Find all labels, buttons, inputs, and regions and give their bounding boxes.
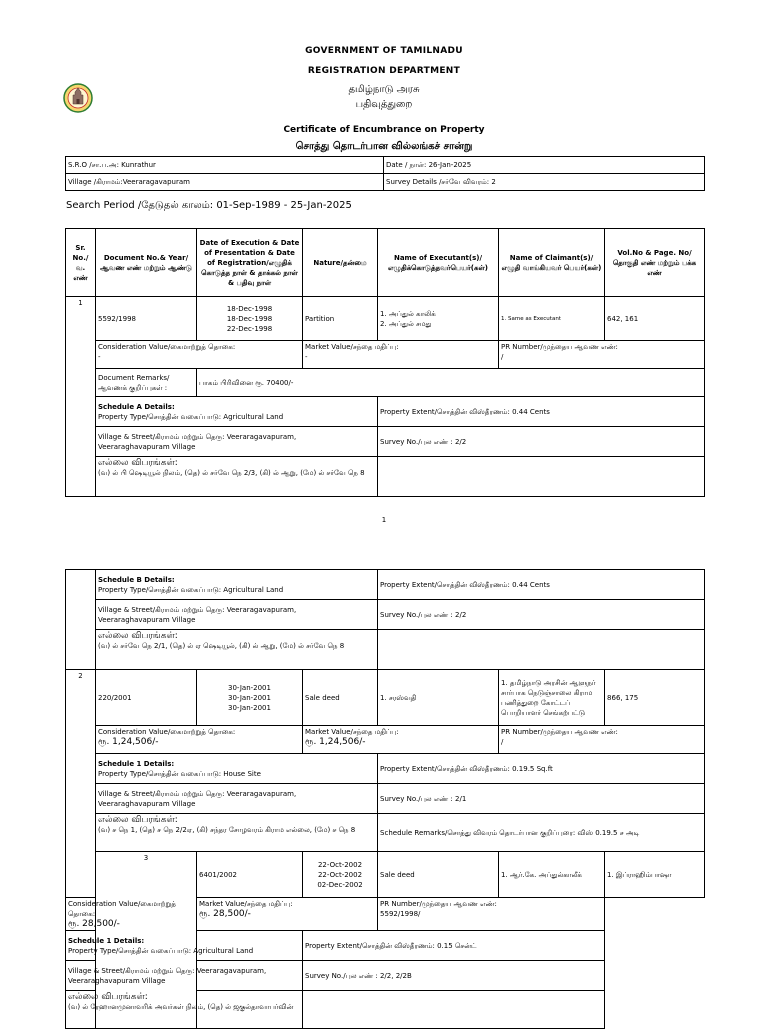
pr-cell	[499, 341, 705, 369]
boundary-title: எல்லை விபரங்கள்:	[98, 458, 178, 468]
col-header-sr: Sr. No./வ. எண்	[66, 229, 96, 297]
col-header-nature: Nature/தன்மை	[303, 229, 378, 297]
consideration-label: Consideration Value/கைமாற்றுத் தொகை:	[98, 343, 236, 351]
col-header-claimant: Name of Claimant(s)/ எழுதி வாங்கியவர் பெயர்(கள்)	[499, 229, 605, 297]
consideration-cell	[96, 341, 303, 369]
entry-nature: Sale deed	[378, 852, 499, 898]
survey-number: Survey No./புல எண் : 2/2	[378, 600, 705, 630]
entry-nature: Sale deed	[303, 670, 378, 726]
market-value: ரூ. 28,500/-	[199, 909, 251, 919]
entry-sr-continued	[66, 570, 96, 670]
schedule-1-header	[96, 754, 378, 784]
entry-claimant: 1. தமிழ்நாடு அரசின் ஆளுநர் சார்பாக நெடுஞ்சாலை கிராம பணித்துறை கோட்டப் பொறியாளர் செங்கற்பட்டு	[499, 670, 605, 726]
pr-value: /	[501, 738, 504, 746]
schedule-a-header	[96, 397, 378, 427]
execution-date: 18-Dec-1998	[226, 304, 273, 313]
village-street-line1: Village & Street/கிராமம் மற்றும் தெரு: Veeraragavapuram,	[98, 789, 297, 798]
pr-label: PR Number/முந்தைய ஆவண எண்:	[501, 343, 618, 351]
registration-date: 30-Jan-2001	[228, 703, 271, 712]
encumbrance-table-page1	[65, 228, 705, 497]
market-label: Market Value/சந்தை மதிப்பு:	[199, 900, 293, 908]
entry-executant	[378, 297, 499, 341]
entry-document: 220/2001	[96, 670, 197, 726]
village-street-line1: Village & Street/கிராமம் மற்றும் தெரு: Veeraragavapuram,	[98, 432, 297, 441]
pr-label: PR Number/முந்தைய ஆவண எண்:	[380, 900, 497, 908]
entry-claimant: 1. இப்ராஹிம்பாஷா	[605, 852, 705, 898]
village-street-line1: Village & Street/கிராமம் மற்றும் தெரு: Veeraragavapuram,	[68, 966, 267, 975]
market-cell	[303, 726, 499, 754]
market-cell	[303, 341, 499, 369]
boundary-title: எல்லை விபரங்கள்:	[98, 631, 178, 641]
village-street-line2: Veeraraghavapuram Village	[98, 442, 196, 451]
property-type: Property Type/சொத்தின் வகைப்பாடு: Agricultural Land	[68, 946, 254, 955]
entry-executant: 1. ஆர்.கே. அப்துல்காலீக்	[499, 852, 605, 898]
certificate-title-tamil: சொத்து தொடர்பான வில்லங்கச் சான்று	[295, 141, 473, 152]
registration-date: 22-Dec-1998	[226, 324, 273, 333]
village-street	[66, 961, 303, 991]
entry-volume: 866, 175	[605, 670, 705, 726]
date-cell: Date / நாள்: 26-Jan-2025	[384, 157, 705, 174]
village-street	[96, 427, 378, 457]
entry-document: 5592/1998	[96, 297, 197, 341]
info-table	[65, 156, 705, 191]
sro-cell: S.R.O /சா.ப.அ: Kunrathur	[66, 157, 384, 174]
department-title-tamil: பதிவுத்துறை	[355, 99, 413, 110]
schedule-a-title: Schedule A Details:	[98, 402, 175, 411]
market-value: ரூ. 1,24,506/-	[305, 737, 366, 747]
survey-number: Survey No./புல எண் : 2/1	[378, 784, 705, 814]
executant-name: 1. அப்துல் காலிக்	[380, 309, 436, 318]
market-cell	[197, 898, 378, 931]
village-street-line2: Veeraraghavapuram Village	[68, 976, 166, 985]
entry-sr: 3	[96, 852, 197, 1029]
boundary-cell	[66, 991, 303, 1029]
execution-date: 22-Oct-2002	[317, 860, 363, 869]
consideration-cell	[66, 898, 197, 931]
consideration-value: -	[98, 353, 101, 361]
entry-volume: 642, 161	[605, 297, 705, 341]
property-extent: Property Extent/சொத்தின் விஸ்தீரணம்: 0.15 சென்ட்	[303, 931, 605, 961]
schedule-b-header	[96, 570, 378, 600]
consideration-label: Consideration Value/கைமாற்றுத் தொகை:	[68, 900, 176, 918]
entry-dates	[197, 670, 303, 726]
property-extent: Property Extent/சொத்தின் விஸ்தீரணம்: 0.44 Cents	[378, 570, 705, 600]
department-title: REGISTRATION DEPARTMENT	[307, 66, 461, 76]
pr-value: 5592/1998/	[380, 910, 421, 918]
boundary-cell	[96, 630, 378, 670]
entry-dates	[303, 852, 378, 898]
pr-cell	[378, 898, 605, 931]
property-type: Property Type/சொத்தின் வகைப்பாடு: Agricultural Land	[98, 412, 284, 421]
government-title: GOVERNMENT OF TAMILNADU	[305, 46, 463, 56]
village-street-line2: Veeraraghavapuram Village	[98, 615, 196, 624]
page-number: 1	[381, 516, 387, 524]
consideration-value: ரூ. 28,500/-	[68, 919, 120, 929]
execution-date: 30-Jan-2001	[228, 683, 271, 692]
entry-dates	[197, 297, 303, 341]
pr-label: PR Number/முந்தைய ஆவண எண்:	[501, 728, 618, 736]
search-period: Search Period /தேடுதல் காலம்: 01-Sep-1989 - 25-Jan-2025	[66, 200, 352, 211]
survey-cell: Survey Details /சர்வே விவரம்: 2	[384, 174, 705, 191]
market-value: -	[305, 353, 308, 361]
schedule-1-header	[66, 931, 303, 961]
consideration-cell	[96, 726, 303, 754]
property-type: Property Type/சொத்தின் வகைப்பாடு: House Site	[98, 769, 261, 778]
schedule-remarks: Schedule Remarks/சொத்து விவரம் தொடர்பான குறிப்புரை: விஸ் 0.19.5 ச அடி	[378, 814, 705, 852]
presentation-date: 22-Oct-2002	[317, 870, 363, 879]
boundary-details: (வ) ல் சர்வே நெ 2/1, (தெ) ல் ஏ ஷெடியூல், (கி) ல் ஆறு, (மே) ல் சர்வே நெ 8	[98, 642, 345, 650]
pr-cell	[499, 726, 705, 754]
boundary-cell	[96, 457, 378, 497]
certificate-title: Certificate of Encumbrance on Property	[283, 125, 485, 135]
schedule-1-title: Schedule 1 Details:	[68, 936, 145, 945]
village-street-line1: Village & Street/கிராமம் மற்றும் தெரு: Veeraragavapuram,	[98, 605, 297, 614]
market-label: Market Value/சந்தை மதிப்பு:	[305, 728, 399, 736]
entry-executant: 1. சரஸ்வதி	[378, 670, 499, 726]
boundary-title: எல்லை விபரங்கள்:	[68, 992, 148, 1002]
survey-number: Survey No./புல எண் : 2/2, 2/2B	[303, 961, 605, 991]
presentation-date: 18-Dec-1998	[226, 314, 273, 323]
consideration-value: ரூ. 1,24,506/-	[98, 737, 159, 747]
empty-cell	[378, 457, 705, 497]
consideration-label: Consideration Value/கைமாற்றுத் தொகை:	[98, 728, 236, 736]
boundary-details: (வ) ல் ரேஹானமுனாவரிக் அவர்கள் நிலம், (தெ) ல் ஜகுல்தாவாபர்வின்	[68, 1003, 294, 1011]
entry-document: 6401/2002	[197, 852, 303, 898]
entry-sr: 1	[66, 297, 96, 497]
property-extent: Property Extent/சொத்தின் விஸ்தீரணம்: 0.44 Cents	[378, 397, 705, 427]
col-header-dates: Date of Execution & Date of Presentation & Date of Registration/எழுதிக் கொடுத்த நாள் & தாக்கல் நாள் & பதிவு நாள்	[197, 229, 303, 297]
col-header-executant: Name of Executant(s)/ எழுதிக்கொடுத்தவர்பெயர்(கள்)	[378, 229, 499, 297]
tamilnadu-emblem-icon	[63, 82, 93, 114]
schedule-1-title: Schedule 1 Details:	[98, 759, 175, 768]
boundary-cell	[96, 814, 378, 852]
village-street	[96, 784, 378, 814]
boundary-title: எல்லை விபரங்கள்:	[98, 815, 178, 825]
government-title-tamil: தமிழ்நாடு அரசு	[348, 84, 420, 95]
property-type: Property Type/சொத்தின் வகைப்பாடு: Agricultural Land	[98, 585, 284, 594]
col-header-document: Document No.& Year/ ஆவண எண் மற்றும் ஆண்டு	[96, 229, 197, 297]
entry-claimant: 1. Same as Executant	[499, 297, 605, 341]
pr-value: /	[501, 353, 504, 361]
entry-nature: Partition	[303, 297, 378, 341]
doc-remarks-value: பாகம் பிரிவினை ரூ. 70400/-	[197, 369, 705, 397]
doc-remarks-label: Document Remarks/ ஆவணக் குறிப்புகள் :	[96, 369, 197, 397]
market-label: Market Value/சந்தை மதிப்பு:	[305, 343, 399, 351]
empty-cell	[378, 630, 705, 670]
boundary-details: (வ) ல் பி ஷெடியூல் நிலம், (தெ) ல் சர்வே நெ 2/3, (கி) ல் ஆறு, (மே) ல் சர்வே நெ 8	[98, 469, 365, 477]
encumbrance-table-page2	[65, 569, 705, 1029]
empty-cell	[303, 991, 605, 1029]
presentation-date: 30-Jan-2001	[228, 693, 271, 702]
executant-name: 2. அப்துல் சமது	[380, 319, 432, 328]
entry-sr: 2	[66, 670, 96, 898]
schedule-b-title: Schedule B Details:	[98, 575, 175, 584]
village-street-line2: Veeraraghavapuram Village	[98, 799, 196, 808]
village-street	[96, 600, 378, 630]
property-extent: Property Extent/சொத்தின் விஸ்தீரணம்: 0.19.5 Sq.ft	[378, 754, 705, 784]
boundary-details: (வ) ச நெ 1, (தெ) ச நெ 2/2ஏ, (கி) சந்தர சோழவரம் கிராம எல்லை, (மே) ச நெ 8	[98, 826, 356, 834]
registration-date: 02-Dec-2002	[317, 880, 363, 889]
col-header-volume: Vol.No & Page. No/ தொகுதி எண் மற்றும் பக்க எண்	[605, 229, 705, 297]
village-cell: Village /கிராமம்:Veeraragavapuram	[66, 174, 384, 191]
survey-number: Survey No./புல எண் : 2/2	[378, 427, 705, 457]
